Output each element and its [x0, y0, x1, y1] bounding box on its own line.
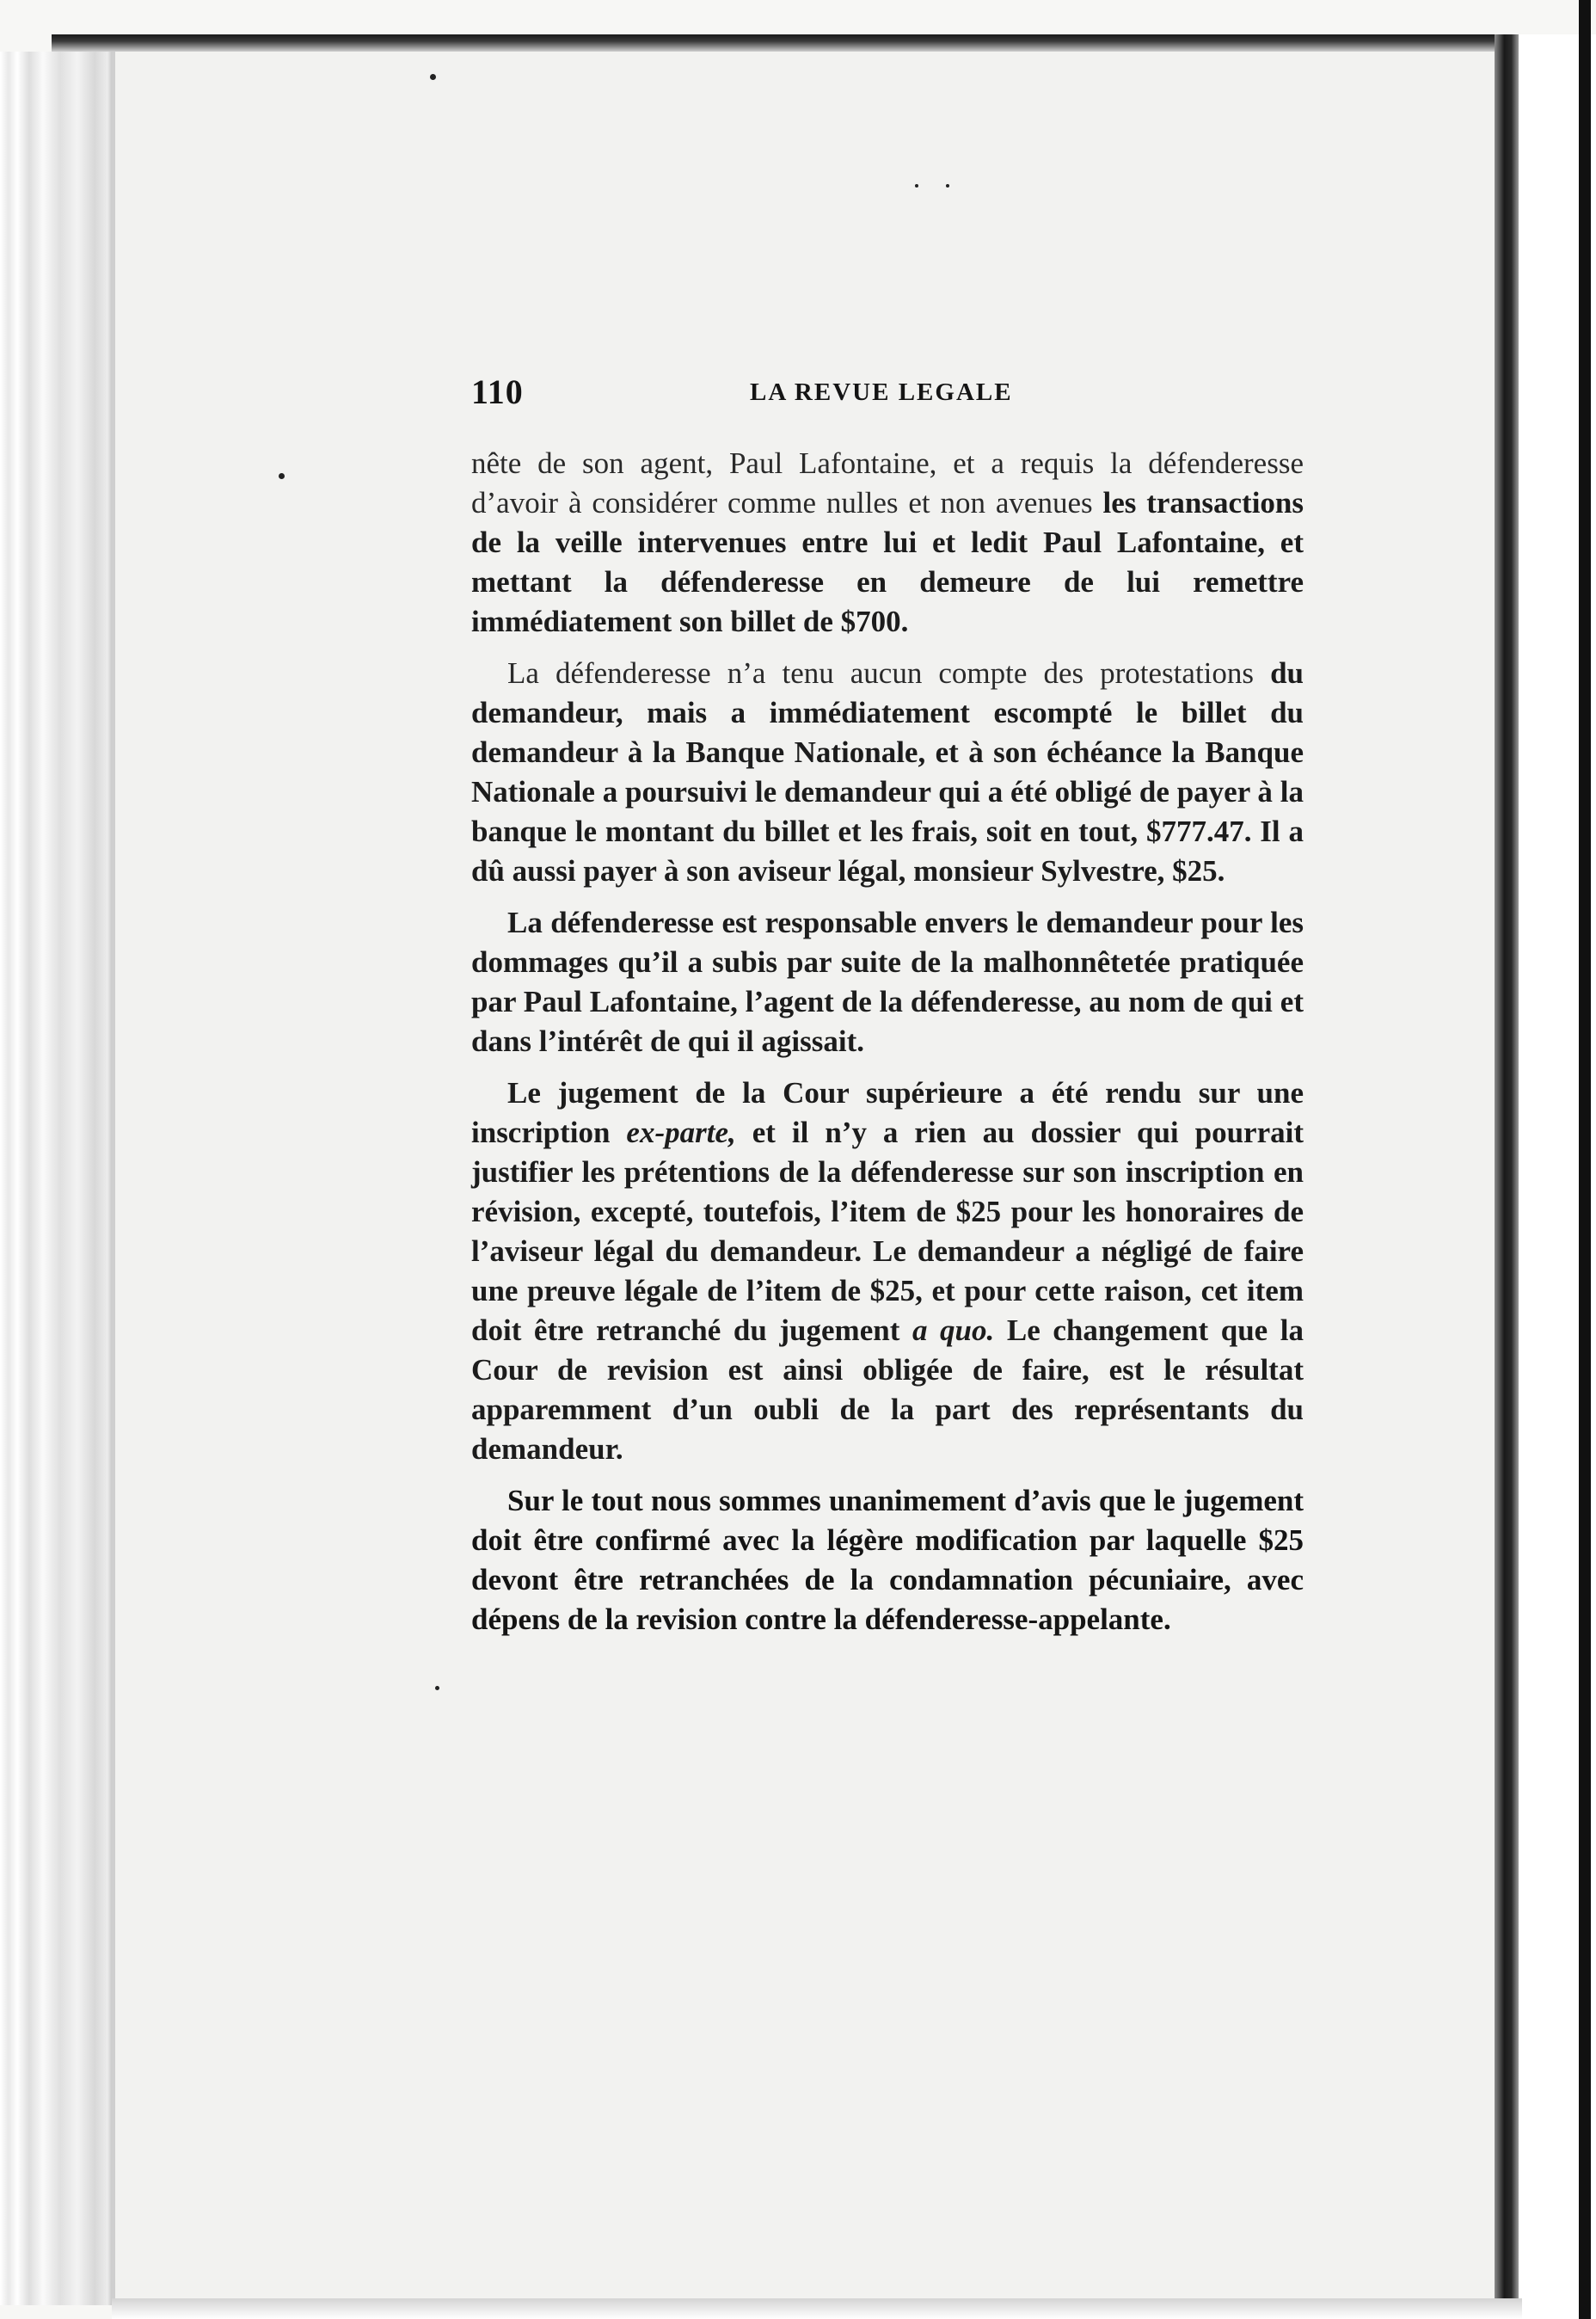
paragraph-3: La défenderesse est responsable envers le demandeur pour les dommages qu’il a subis par suite de la malhonnêtetée pratiquée par Paul Lafontaine, l’agent de la défenderesse, au nom de qui et dans l’intérêt de qui il agissait. [471, 906, 1304, 1058]
page-number: 110 [471, 372, 524, 411]
scan-top-border [52, 34, 1513, 52]
book-page-edges [0, 52, 120, 2305]
paragraph-4 [471, 1073, 1304, 1469]
book-gutter-shadow [1495, 34, 1519, 2305]
paragraph-1 [471, 444, 1304, 642]
paragraph-4-text-a: Le jugement de la Cour supérieure a été rendu sur une inscription [471, 1076, 1304, 1149]
paragraph-2 [471, 654, 1304, 891]
paragraph-1-text-a: nête de son agent, Paul Lafontaine, et a requis la défenderesse d’avoir à considérer comme nulles et non avenues [471, 446, 1304, 520]
scan-speck [435, 1686, 439, 1690]
body-text [471, 444, 1304, 1652]
scan-speck [946, 184, 949, 188]
paragraph-4-italic-a-quo: a quo. [912, 1313, 995, 1347]
running-head: LA REVUE LEGALE [750, 378, 1013, 406]
scan-right-border [1579, 0, 1591, 2319]
scan-bottom-edge [112, 2298, 1522, 2319]
scan-speck [915, 184, 918, 188]
paragraph-5: Sur le tout nous sommes unanimement d’avis que le jugement doit être confirmé avec la légère modification par laquelle $25 devont être retranchées de la condamnation pécuniaire, avec dépens de la revision contre la défenderesse-appelante. [471, 1484, 1304, 1636]
paragraph-2-text-b: du demandeur, mais a immédiatement escompté le billet du demandeur à la Banque Nationale, et à son échéance la Banque Nationale a poursuivi le demandeur qui a été obligé de payer à la banque le montant du billet et les frais, soit en tout, $777.47. Il a dû aussi payer à son aviseur légal, monsieur Sylvestre, $25. [471, 656, 1304, 888]
scan-speck [279, 473, 285, 479]
paragraph-4-text-e: Le changement que la Cour de revision est ainsi obligée de faire, est le résultat apparemment d’un oubli de la part des représentants du demandeur. [471, 1313, 1304, 1466]
scan-speck [430, 74, 436, 80]
paragraph-4-italic-ex-parte: ex-parte, [626, 1116, 736, 1149]
paragraph-1-text-b: les transactions de la veille intervenues entre lui et ledit Paul Lafontaine, et mettant la défenderesse en demeure de lui remettre immédiatement son billet de $700. [471, 486, 1304, 638]
paragraph-2-text-a: La défenderesse n’a tenu aucun compte des protestations [507, 656, 1271, 690]
paragraph-4-text-c: et il n’y a rien au dossier qui pourrait justifier les prétentions de la défenderesse sur son inscription en révision, excepté, toutefois, l’item de $25 pour les honoraires de l’aviseur légal du demandeur. Le demandeur a négligé de faire une preuve légale de l’item de $25, et pour cette raison, cet item doit être retranché du jugement [471, 1116, 1304, 1347]
